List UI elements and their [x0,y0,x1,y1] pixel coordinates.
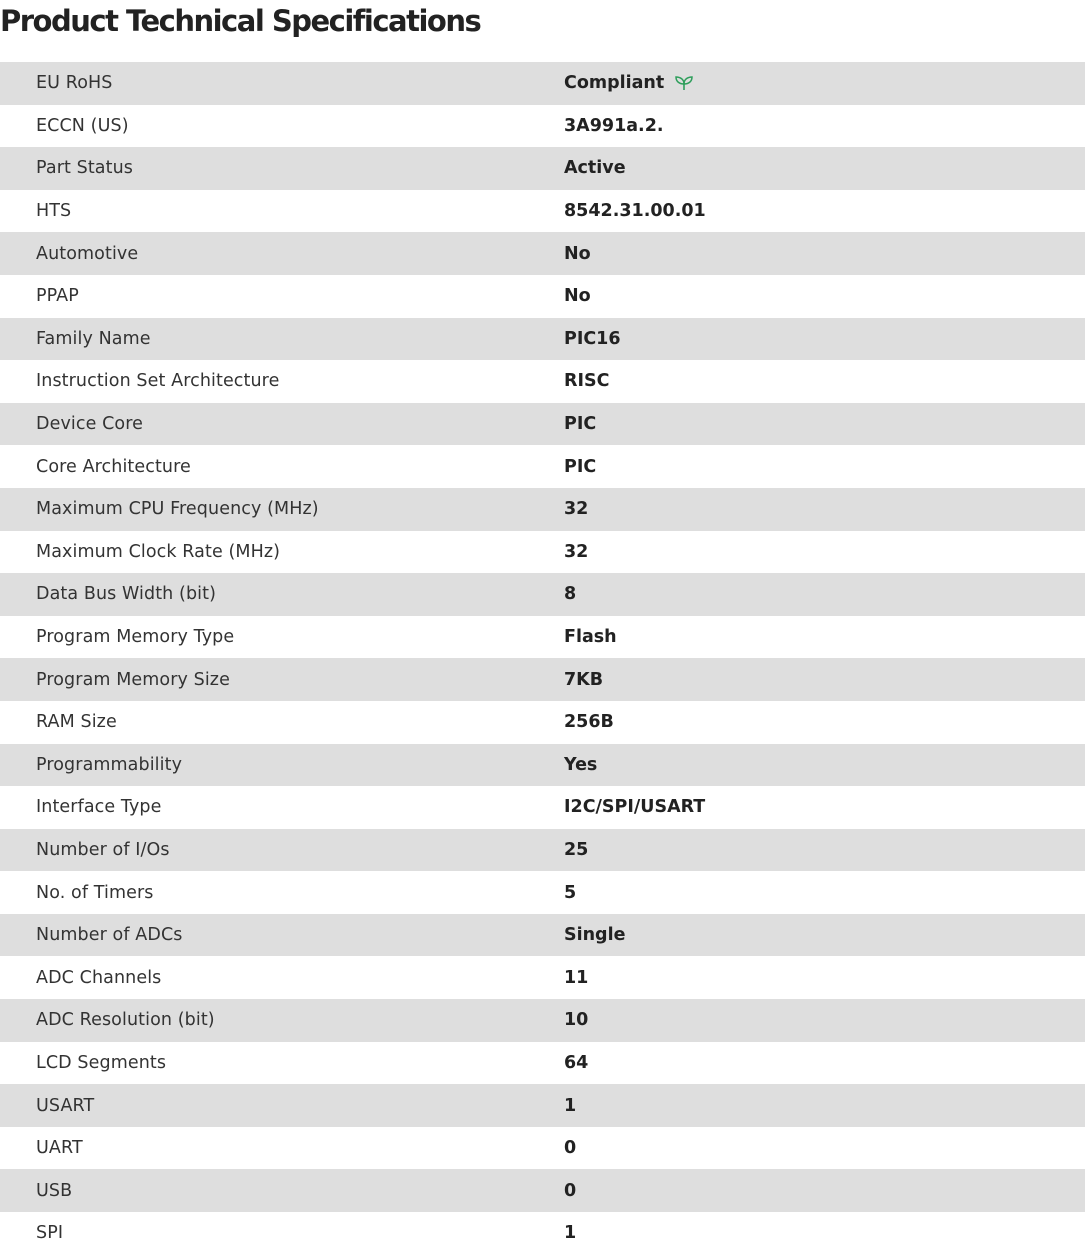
spec-label: USART [36,1095,95,1116]
spec-value: No [564,286,591,307]
spec-value: I2C/SPI/USART [564,797,706,818]
spec-row-program-memory-type [0,616,1085,659]
spec-label: Core Architecture [36,456,191,477]
spec-label: ADC Resolution (bit) [36,1010,215,1031]
spec-label: USB [36,1180,73,1201]
spec-row-isa [0,360,1085,403]
spec-label: SPI [36,1223,64,1244]
spec-label: Instruction Set Architecture [36,371,280,392]
spec-value: PIC16 [564,328,621,349]
spec-value: PIC [564,414,597,435]
spec-value: 1 [564,1095,577,1116]
spec-label: HTS [36,201,72,222]
spec-value: Single [564,925,626,946]
spec-row-ppap [0,275,1085,318]
spec-row-data-bus-width [0,573,1085,616]
spec-value: PIC [564,456,597,477]
spec-label: Part Status [36,158,133,179]
spec-value: 0 [564,1180,577,1201]
spec-value: 64 [564,1052,589,1073]
spec-value: 32 [564,499,589,520]
spec-value: 8542.31.00.01 [564,201,706,222]
spec-table [0,62,1085,1255]
spec-value: No [564,243,591,264]
spec-label: ADC Channels [36,967,162,988]
spec-label: LCD Segments [36,1052,167,1073]
spec-value-text: Compliant [564,73,665,94]
spec-row-number-of-ios [0,829,1085,872]
spec-label: Number of ADCs [36,925,183,946]
spec-value: Yes [564,754,598,775]
spec-row-device-core [0,403,1085,446]
spec-value: 32 [564,541,589,562]
spec-label: Maximum Clock Rate (MHz) [36,541,281,562]
spec-label: Data Bus Width (bit) [36,584,217,605]
spec-row-max-clock-rate [0,531,1085,574]
spec-label: EU RoHS [36,73,113,94]
spec-row-usb [0,1169,1085,1212]
spec-row-no-of-timers [0,871,1085,914]
spec-row-part-status [0,147,1085,190]
spec-row-ram-size [0,701,1085,744]
spec-value: 8 [564,584,577,605]
spec-value: 25 [564,839,589,860]
spec-label: Automotive [36,243,139,264]
spec-value: 11 [564,967,589,988]
spec-row-automotive [0,232,1085,275]
spec-value: 0 [564,1138,577,1159]
spec-label: Maximum CPU Frequency (MHz) [36,499,319,520]
spec-row-lcd-segments [0,1042,1085,1085]
spec-row-programmability [0,744,1085,787]
spec-label: No. of Timers [36,882,154,903]
leaf-icon [674,75,694,91]
spec-value: 256B [564,712,614,733]
spec-row-core-architecture [0,445,1085,488]
spec-label: PPAP [36,286,79,307]
spec-label: Program Memory Type [36,627,235,648]
spec-label: RAM Size [36,712,117,733]
spec-row-max-cpu-frequency [0,488,1085,531]
spec-row-usart [0,1084,1085,1127]
spec-label: Number of I/Os [36,839,170,860]
spec-row-eccn [0,105,1085,148]
spec-row-program-memory-size [0,658,1085,701]
spec-value: 3A991a.2. [564,115,664,136]
spec-label: Family Name [36,328,151,349]
spec-value: Active [564,158,626,179]
spec-label: Program Memory Size [36,669,230,690]
spec-row-eu-rohs [0,62,1085,105]
spec-value: 7KB [564,669,604,690]
spec-value: Flash [564,627,617,648]
spec-row-interface-type [0,786,1085,829]
spec-value: 1 [564,1223,577,1244]
spec-label: Programmability [36,754,183,775]
spec-value: RISC [564,371,610,392]
spec-label: UART [36,1138,83,1159]
spec-row-adc-channels [0,956,1085,999]
spec-label: Device Core [36,414,144,435]
spec-value: 5 [564,882,577,903]
spec-value: 10 [564,1010,589,1031]
spec-label: Interface Type [36,797,162,818]
spec-row-hts [0,190,1085,233]
spec-label: ECCN (US) [36,115,129,136]
spec-row-number-of-adcs [0,914,1085,957]
spec-value [564,73,694,93]
page-title: Product Technical Specifications [0,4,481,38]
spec-row-uart [0,1127,1085,1170]
spec-row-family-name [0,318,1085,361]
spec-row-adc-resolution [0,999,1085,1042]
spec-row-spi [0,1212,1085,1255]
